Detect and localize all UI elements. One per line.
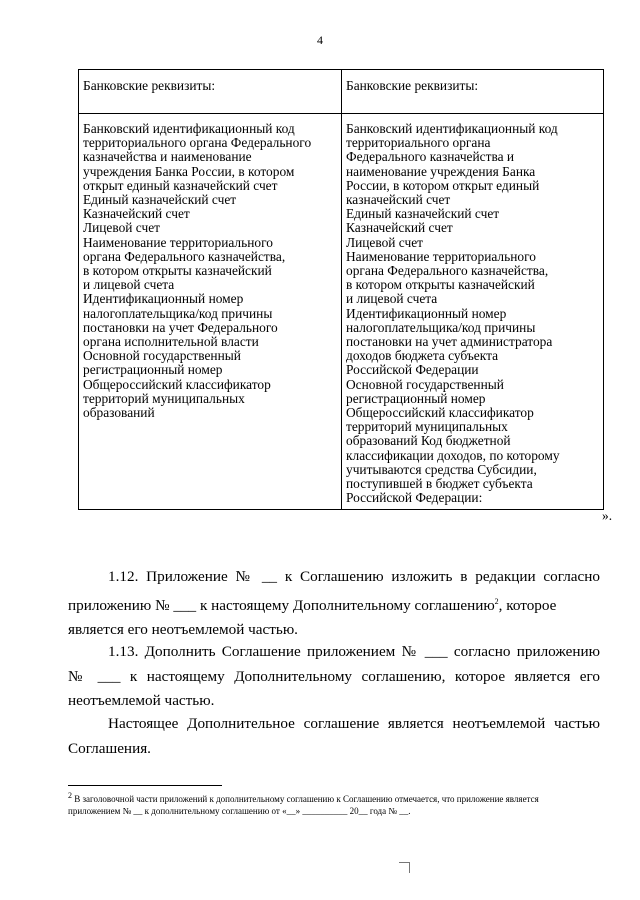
requisite-line: учреждения Банка России, в котором — [83, 163, 295, 179]
paragraph-line: 1.12. Приложение № __ к Соглашению изложить в редакции согласно — [108, 568, 600, 585]
paragraph-line — [68, 590, 600, 619]
table-body-row — [79, 114, 604, 510]
requisite-line: постановки на учет Федерального — [83, 319, 278, 335]
paragraph-line: Настоящее Дополнительное соглашение является неотъемлемой частью — [108, 715, 600, 732]
scan-corner-mark — [399, 862, 410, 873]
requisite-line: Наименование территориального — [83, 234, 273, 250]
requisite-line: Федерального казначейства и — [346, 149, 515, 165]
requisite-line: Единый казначейский счет — [83, 192, 237, 208]
requisite-line: регистрационный номер — [83, 362, 223, 378]
requisite-line: казначейский счет — [346, 192, 451, 208]
requisite-line: налогоплательщика/код причины — [346, 319, 536, 335]
requisite-line: Лицевой счет — [346, 234, 424, 250]
left-requisites-cell — [79, 114, 342, 510]
paragraph-final — [68, 712, 600, 761]
paragraph-line: является его неотъемлемой частью. — [68, 621, 298, 639]
requisite-line: налогоплательщика/код причины — [83, 305, 273, 321]
requisite-line: открыт единый казначейский счет — [83, 177, 278, 193]
requisite-line: Общероссийский классификатор — [346, 405, 534, 421]
paragraph-line: 1.13. Дополнить Соглашение приложением № ___ согласно приложению — [108, 643, 600, 660]
left-header-cell: Банковские реквизиты: — [79, 70, 342, 114]
requisite-line: территориального органа — [346, 135, 491, 151]
page-number: 4 — [317, 33, 323, 47]
requisite-line: органа Федерального казначейства, — [83, 248, 286, 264]
requisite-line: регистрационный номер — [346, 390, 486, 406]
paragraph-text: , которое — [498, 596, 557, 614]
requisite-line: и лицевой счета — [346, 291, 438, 307]
requisite-line: классификации доходов, по которому — [346, 447, 560, 463]
requisite-line: Наименование территориального — [346, 248, 536, 264]
requisite-line: Казначейский счет — [346, 220, 453, 236]
footnote-line: приложением № __ к дополнительному соглашению от «__» __________ 20__ года № __. — [68, 806, 411, 816]
right-header-cell: Банковские реквизиты: — [342, 70, 604, 114]
footnote-text: В заголовочной части приложений к дополнительному соглашению к Соглашению отмечается, что приложение является — [72, 794, 539, 804]
requisite-line: Лицевой счет — [83, 220, 161, 236]
paragraph-1-13 — [68, 640, 600, 714]
requisite-line: и лицевой счета — [83, 277, 175, 293]
requisite-line: органа Федерального казначейства, — [346, 263, 549, 279]
footnote-ref: 2 — [494, 596, 499, 606]
requisite-line: Основной государственный — [346, 376, 504, 392]
requisite-line: Казначейский счет — [83, 206, 190, 222]
requisite-line: в котором открыты казначейский — [83, 263, 272, 279]
paragraph-line: неотъемлемой частью. — [68, 692, 215, 709]
closing-quote: ». — [602, 508, 613, 523]
paragraph-line: Соглашения. — [68, 739, 151, 757]
requisite-line: наименование учреждения Банка — [346, 163, 536, 179]
requisite-line: доходов бюджета субъекта — [346, 348, 499, 364]
requisite-line: Идентификационный номер — [346, 305, 507, 321]
requisite-line: образований Код бюджетной — [346, 433, 511, 449]
footnote — [68, 790, 600, 817]
requisite-line: Банковский идентификационный код — [346, 121, 558, 136]
paragraph-1-12 — [68, 565, 600, 643]
table-header-row — [79, 70, 604, 114]
requisite-line: Банковский идентификационный код — [83, 121, 295, 136]
requisite-line: в котором открыты казначейский — [346, 277, 535, 293]
requisite-line: Единый казначейский счет — [346, 206, 500, 222]
requisite-line: образований — [83, 405, 155, 421]
requisite-line: Идентификационный номер — [83, 291, 244, 307]
paragraph-text: приложению № ___ к настоящему Дополнительному соглашению — [68, 596, 495, 614]
footnote-marker: 2 — [68, 791, 72, 800]
requisite-line: Российской Федерации — [346, 362, 479, 378]
right-requisites-cell — [342, 114, 604, 510]
requisite-line: территорий муниципальных — [83, 390, 245, 406]
footnote-divider — [68, 785, 222, 786]
requisite-line: Российской Федерации: — [346, 490, 483, 506]
requisite-line: территорий муниципальных — [346, 419, 508, 435]
bank-requisites-table — [78, 69, 604, 510]
requisite-line: Основной государственный — [83, 348, 241, 364]
paragraph-line: № ___ к настоящему Дополнительному соглашению, которое является его — [68, 667, 600, 685]
requisite-line: органа исполнительной власти — [83, 334, 259, 350]
requisite-line: казначейства и наименование — [83, 149, 252, 165]
requisite-line: России, в котором открыт единый — [346, 177, 540, 193]
requisite-line: поступившей в бюджет субъекта — [346, 476, 533, 492]
requisite-line: учитываются средства Субсидии, — [346, 461, 537, 477]
requisite-line: территориального органа Федерального — [83, 135, 312, 151]
requisite-line: постановки на учет администратора — [346, 334, 553, 350]
footnote-line — [68, 790, 600, 805]
requisite-line: Общероссийский классификатор — [83, 376, 271, 392]
